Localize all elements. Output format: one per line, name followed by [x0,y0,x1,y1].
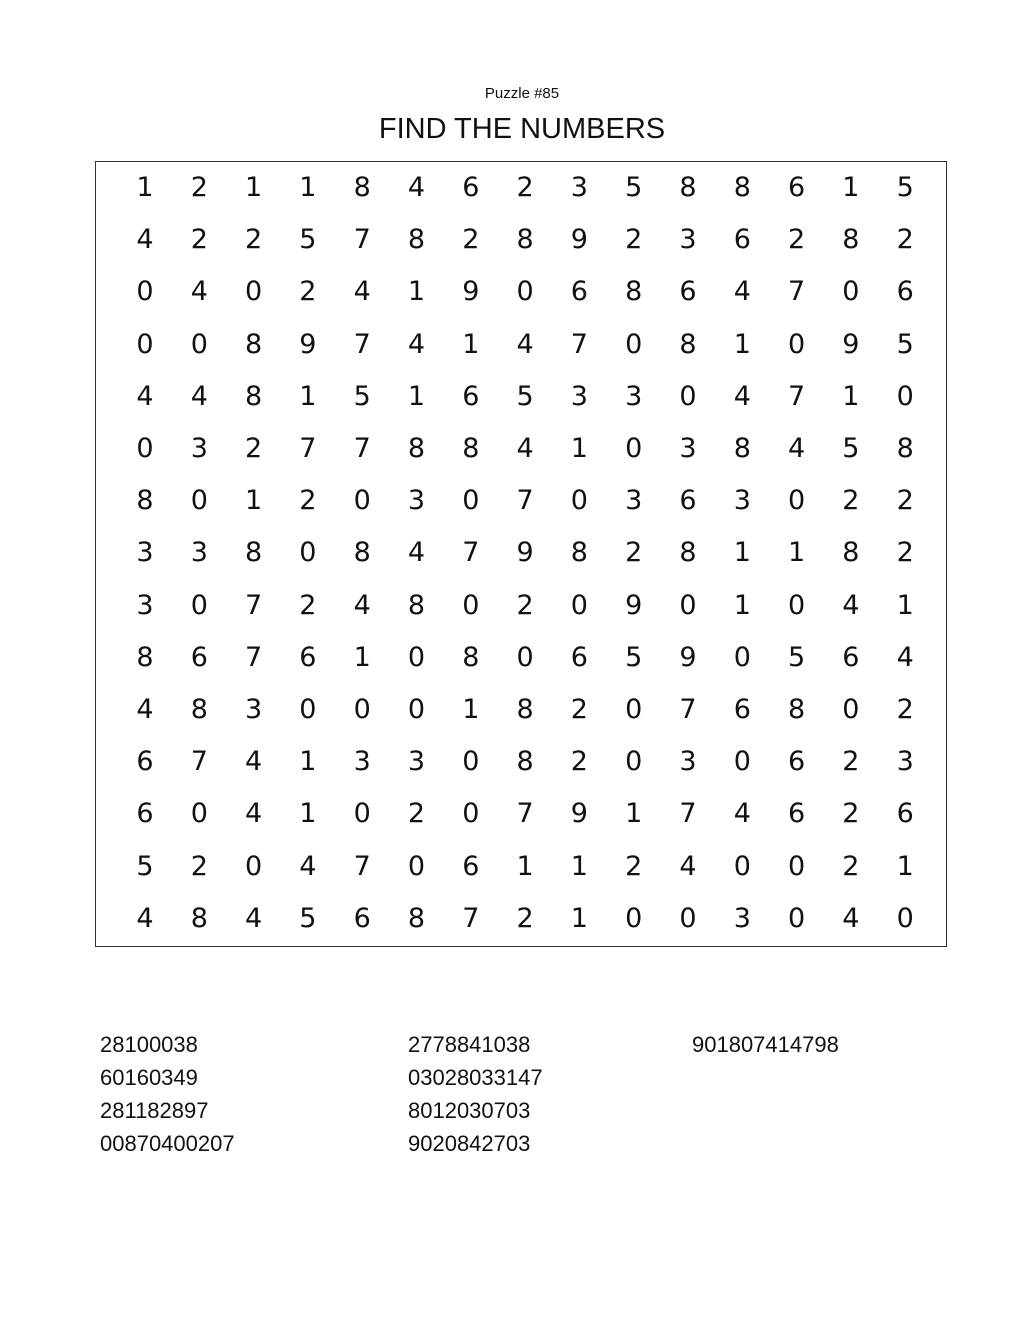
grid-cell: 1 [407,276,426,308]
grid-cell: 0 [353,694,371,725]
grid-cell: 8 [570,537,588,569]
grid-cell: 1 [842,172,860,203]
grid-cell: 2 [516,902,534,934]
grid-cell: 4 [842,902,860,934]
grid-cell: 0 [462,746,480,778]
grid-cell: 7 [353,328,371,360]
grid-cell: 2 [299,485,317,517]
grid-cell: 1 [733,328,751,360]
grid-cell: 4 [516,328,534,360]
grid-row [96,423,946,475]
grid-cell: 3 [570,380,588,412]
grid-cell: 6 [788,746,806,778]
grid-cell: 9 [570,224,588,256]
grid-cell: 8 [788,694,806,725]
grid-cell: 0 [788,850,806,882]
grid-cell: 0 [788,589,806,621]
grid-cell: 3 [679,433,697,464]
grid-cell: 0 [679,589,697,621]
grid-cell: 6 [462,172,480,203]
grid-cell: 7 [788,380,806,412]
grid-row [96,214,946,266]
grid-cell: 2 [516,589,534,621]
grid-cell: 0 [516,276,534,308]
word-list-item: 03028033147 [408,1065,543,1090]
word-list-column [692,1028,839,1061]
grid-cell: 0 [407,641,426,673]
grid-cell: 2 [842,746,860,778]
grid-cell: 0 [407,694,426,725]
word-list-item: 8012030703 [408,1098,531,1123]
grid-cell: 1 [299,172,317,203]
grid-cell: 0 [462,798,480,830]
grid-cell: 2 [190,850,208,882]
grid-cell: 8 [353,172,371,203]
grid-cell: 0 [245,850,263,882]
grid-cell: 5 [136,850,154,882]
grid-cell: 4 [407,172,426,203]
grid-cell: 2 [570,746,588,778]
grid-cell: 8 [733,433,751,464]
word-list-item: 901807414798 [692,1032,839,1057]
word-list-item: 28100038 [100,1032,198,1057]
grid-cell: 8 [353,537,371,569]
grid-cell: 0 [407,850,426,882]
grid-cell: 4 [516,433,534,464]
grid-cell: 7 [516,485,534,517]
grid-row [96,319,946,371]
grid-cell: 8 [842,537,860,569]
grid-cell: 1 [516,850,534,882]
grid-row [96,162,946,214]
grid-cell: 2 [570,694,588,725]
grid-cell: 8 [462,641,480,673]
grid-cell: 8 [896,433,914,464]
grid-cell: 0 [245,276,263,308]
grid-cell: 4 [353,276,371,308]
grid-row [96,580,946,632]
word-list-item: 9020842703 [408,1131,531,1156]
grid-cell: 6 [462,380,480,412]
grid-cell: 4 [679,850,697,882]
grid-cell: 8 [516,694,534,725]
grid-cell: 2 [625,850,643,882]
word-list-column [100,1028,235,1160]
grid-cell: 0 [896,380,914,412]
grid-cell: 1 [842,380,860,412]
grid-cell: 6 [570,276,588,308]
grid-cell: 5 [896,172,914,203]
grid-cell: 9 [462,276,480,308]
grid-cell: 7 [353,433,371,464]
grid-cell: 8 [136,485,154,517]
grid-cell: 0 [733,746,751,778]
grid-row [96,893,946,945]
grid-cell: 8 [516,746,534,778]
grid-cell: 0 [190,798,208,830]
grid-cell: 3 [733,485,751,517]
grid-cell: 3 [407,485,426,517]
grid-cell: 0 [299,537,317,569]
grid-cell: 2 [896,537,914,569]
grid-cell: 6 [679,276,697,308]
grid-cell: 3 [733,902,751,934]
word-list-item: 00870400207 [100,1131,235,1156]
grid-cell: 0 [733,641,751,673]
grid-row [96,788,946,840]
grid-cell: 9 [299,328,317,360]
grid-cell: 6 [136,746,154,778]
grid-cell: 4 [353,589,371,621]
grid-cell: 0 [625,902,643,934]
grid-cell: 3 [896,746,914,778]
grid-row [96,684,946,736]
grid-cell: 2 [407,798,426,830]
grid-cell: 8 [136,641,154,673]
grid-row [96,736,946,788]
grid-cell: 1 [353,641,371,673]
grid-cell: 0 [570,589,588,621]
grid-cell: 4 [733,276,751,308]
grid-cell: 0 [353,798,371,830]
grid-cell: 2 [516,172,534,203]
grid-cell: 3 [245,694,263,725]
grid-cell: 1 [245,172,263,203]
grid-cell: 7 [462,537,480,569]
grid-cell: 6 [190,641,208,673]
grid-cell: 4 [788,433,806,464]
grid-cell: 4 [136,224,154,256]
grid-cell: 5 [299,902,317,934]
grid-cell: 4 [245,902,263,934]
grid-cell: 0 [190,485,208,517]
grid-cell: 1 [625,798,643,830]
grid-cell: 7 [788,276,806,308]
grid-cell: 7 [462,902,480,934]
grid-cell: 8 [190,694,208,725]
grid-cell: 4 [299,850,317,882]
grid-cell: 7 [679,798,697,830]
grid-cell: 0 [625,433,643,464]
grid-cell: 5 [625,172,643,203]
grid-cell: 8 [625,276,643,308]
grid-cell: 0 [625,746,643,778]
grid-cell: 9 [625,589,643,621]
grid-cell: 9 [679,641,697,673]
grid-cell: 7 [353,224,371,256]
grid-cell: 0 [679,380,697,412]
grid-cell: 1 [299,746,317,778]
grid-row [96,266,946,318]
grid-cell: 0 [788,328,806,360]
grid-cell: 2 [625,537,643,569]
grid-cell: 1 [245,485,263,517]
grid-cell: 2 [842,850,860,882]
grid-cell: 2 [462,224,480,256]
grid-cell: 1 [299,798,317,830]
grid-cell: 8 [407,224,426,256]
grid-cell: 1 [570,433,588,464]
grid-row [96,841,946,893]
number-grid [95,161,947,947]
grid-cell: 0 [842,694,860,725]
grid-cell: 8 [733,172,751,203]
grid-cell: 8 [245,380,263,412]
grid-cell: 7 [299,433,317,464]
grid-cell: 1 [570,850,588,882]
grid-cell: 2 [842,485,860,517]
grid-cell: 6 [462,850,480,882]
grid-cell: 1 [462,694,480,725]
grid-cell: 4 [190,380,208,412]
grid-cell: 2 [190,224,208,256]
grid-cell: 7 [353,850,371,882]
grid-cell: 6 [896,276,914,308]
grid-cell: 5 [353,380,371,412]
grid-cell: 6 [353,902,371,934]
grid-cell: 2 [299,589,317,621]
grid-cell: 3 [353,746,371,778]
grid-cell: 1 [733,589,751,621]
grid-row [96,632,946,684]
grid-cell: 4 [136,694,154,725]
grid-cell: 4 [733,380,751,412]
grid-cell: 0 [299,694,317,725]
grid-cell: 0 [896,902,914,934]
grid-cell: 0 [353,485,371,517]
grid-cell: 1 [733,537,751,569]
grid-cell: 6 [733,694,751,725]
grid-cell: 2 [245,224,263,256]
grid-cell: 5 [896,328,914,360]
grid-cell: 4 [136,902,154,934]
grid-cell: 9 [842,328,860,360]
grid-cell: 3 [679,224,697,256]
grid-cell: 6 [896,798,914,830]
grid-cell: 7 [516,798,534,830]
grid-cell: 5 [299,224,317,256]
word-list-item: 2778841038 [408,1032,531,1057]
grid-cell: 6 [842,641,860,673]
grid-cell: 6 [299,641,317,673]
grid-cell: 0 [136,328,154,360]
grid-cell: 4 [842,589,860,621]
grid-cell: 2 [896,224,914,256]
grid-cell: 7 [190,746,208,778]
grid-row [96,371,946,423]
grid-cell: 3 [136,589,154,621]
grid-cell: 4 [407,328,426,360]
grid-cell: 1 [407,380,426,412]
grid-cell: 0 [842,276,860,308]
grid-cell: 4 [896,641,914,673]
grid-cell: 0 [462,485,480,517]
grid-cell: 0 [788,485,806,517]
grid-cell: 2 [896,694,914,725]
grid-cell: 0 [190,589,208,621]
grid-cell: 6 [733,224,751,256]
grid-cell: 1 [788,537,806,569]
grid-cell: 4 [136,380,154,412]
grid-cell: 3 [136,537,154,569]
grid-cell: 6 [679,485,697,517]
puzzle-title: FIND THE NUMBERS [378,113,666,145]
grid-cell: 7 [245,641,263,673]
grid-cell: 8 [407,433,426,464]
grid-cell: 8 [679,328,697,360]
grid-cell: 2 [788,224,806,256]
grid-cell: 5 [625,641,643,673]
word-list-column [408,1028,543,1160]
grid-cell: 0 [679,902,697,934]
grid-cell: 3 [407,746,426,778]
grid-cell: 1 [896,850,914,882]
grid-cell: 2 [842,798,860,830]
grid-cell: 6 [570,641,588,673]
word-list-item: 60160349 [100,1065,198,1090]
grid-cell: 3 [679,746,697,778]
grid-cell: 9 [570,798,588,830]
grid-cell: 0 [136,276,154,308]
grid-cell: 0 [625,694,643,725]
grid-cell: 8 [245,328,263,360]
grid-cell: 1 [896,589,914,621]
grid-cell: 8 [842,224,860,256]
grid-cell: 1 [299,380,317,412]
grid-cell: 9 [516,537,534,569]
grid-cell: 6 [788,172,806,203]
grid-cell: 8 [245,537,263,569]
grid-cell: 1 [136,172,154,203]
puzzle-number: Puzzle #85 [484,85,560,102]
grid-cell: 4 [190,276,208,308]
grid-cell: 3 [190,537,208,569]
grid-cell: 8 [516,224,534,256]
grid-cell: 5 [516,380,534,412]
grid-cell: 1 [462,328,480,360]
grid-cell: 0 [570,485,588,517]
grid-row [96,475,946,527]
grid-cell: 4 [245,798,263,830]
grid-cell: 4 [407,537,426,569]
grid-cell: 3 [190,433,208,464]
grid-cell: 4 [245,746,263,778]
grid-cell: 6 [136,798,154,830]
grid-cell: 2 [896,485,914,517]
grid-cell: 0 [462,589,480,621]
grid-cell: 5 [788,641,806,673]
grid-cell: 3 [625,485,643,517]
grid-cell: 3 [625,380,643,412]
grid-cell: 2 [190,172,208,203]
grid-cell: 8 [190,902,208,934]
grid-cell: 0 [625,328,643,360]
grid-cell: 0 [788,902,806,934]
grid-cell: 8 [679,537,697,569]
grid-cell: 5 [842,433,860,464]
grid-row [96,527,946,579]
grid-cell: 2 [625,224,643,256]
grid-cell: 8 [407,902,426,934]
grid-cell: 6 [788,798,806,830]
grid-cell: 2 [299,276,317,308]
grid-cell: 2 [245,433,263,464]
grid-cell: 0 [733,850,751,882]
grid-cell: 0 [136,433,154,464]
grid-cell: 8 [679,172,697,203]
grid-cell: 1 [570,902,588,934]
grid-cell: 8 [407,589,426,621]
grid-cell: 0 [516,641,534,673]
grid-cell: 3 [570,172,588,203]
grid-cell: 7 [245,589,263,621]
grid-cell: 8 [462,433,480,464]
word-list-item: 281182897 [100,1098,209,1123]
grid-cell: 0 [190,328,208,360]
grid-cell: 4 [733,798,751,830]
grid-cell: 7 [679,694,697,725]
grid-cell: 7 [570,328,588,360]
